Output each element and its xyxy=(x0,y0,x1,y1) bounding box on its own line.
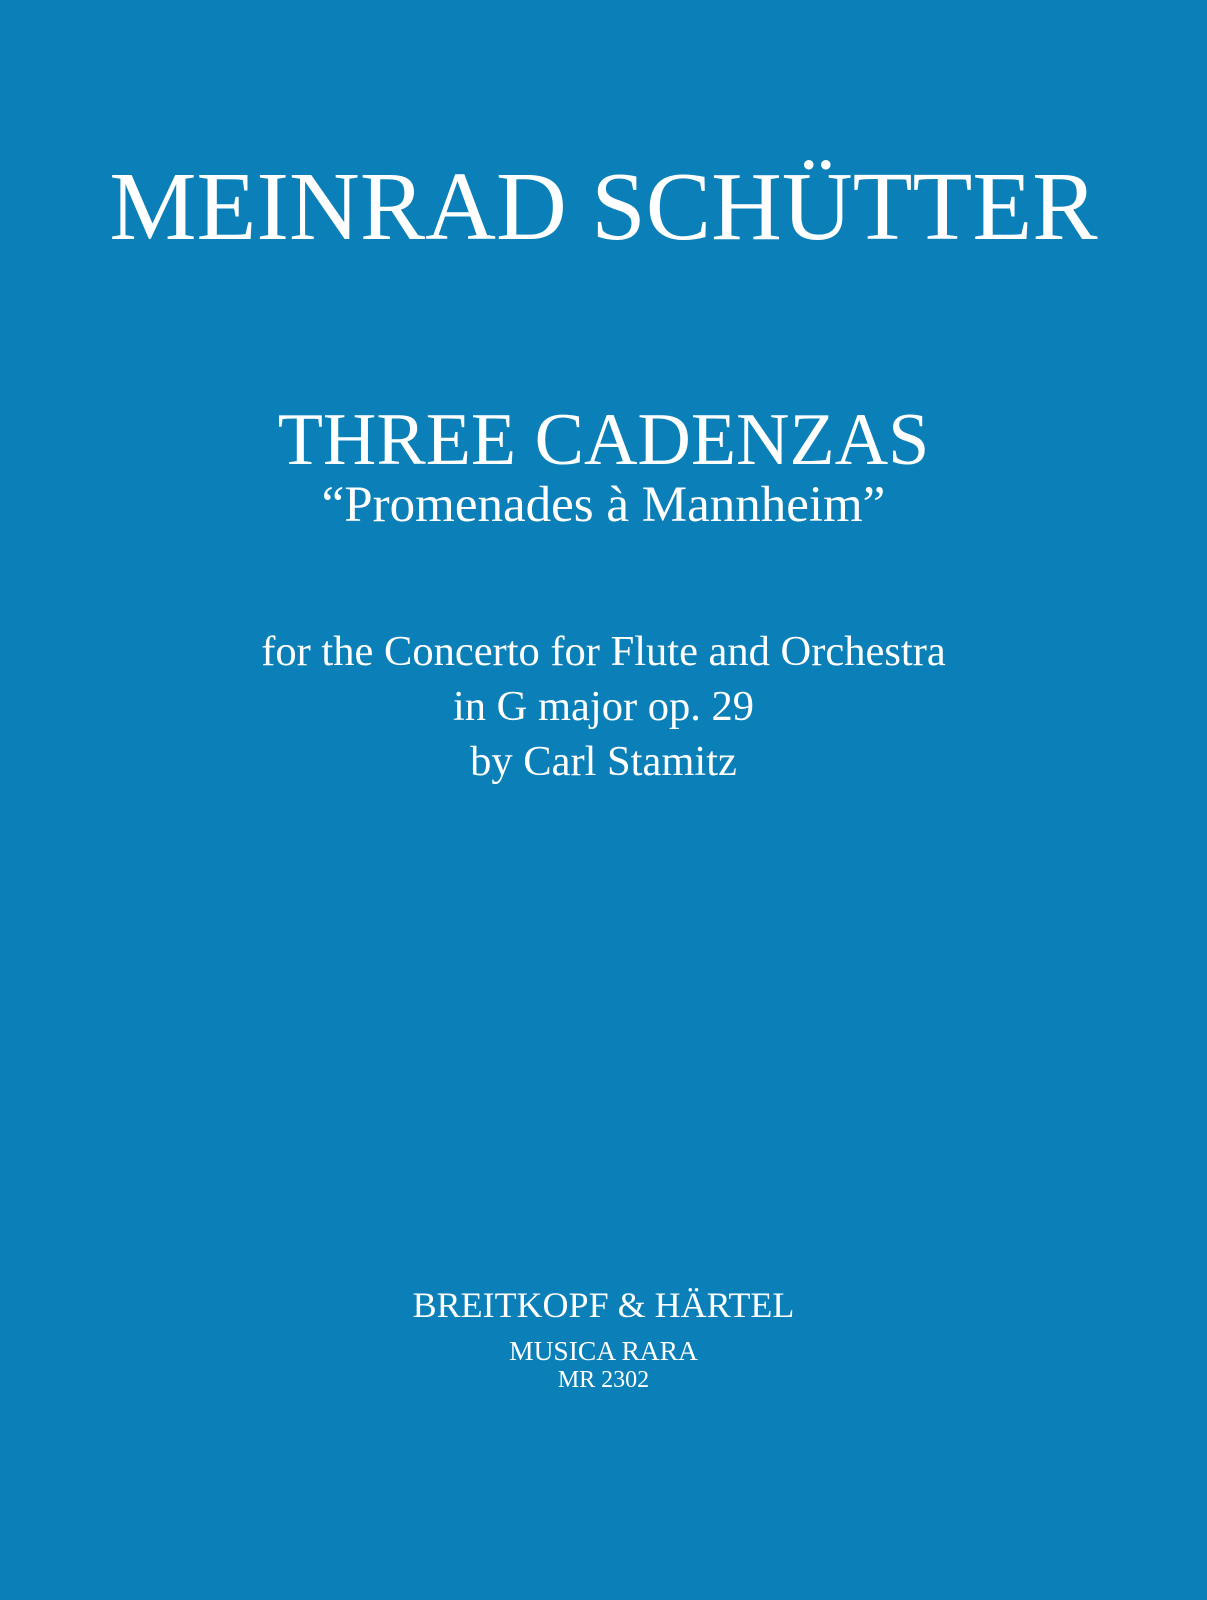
catalog-number: MR 2302 xyxy=(557,1367,650,1393)
work-title: THREE CADENZAS xyxy=(277,399,930,481)
work-description xyxy=(0,624,1207,789)
description-line-key-opus: in G major op. 29 xyxy=(452,683,754,730)
description-line-instrumentation: for the Concerto for Flute and Orchestra xyxy=(261,628,946,675)
imprint-name: MUSICA RARA xyxy=(509,1335,698,1366)
publisher-name: BREITKOPF & HÄRTEL xyxy=(412,1285,795,1325)
description-line-original-composer: by Carl Stamitz xyxy=(470,738,737,785)
composer-name: MEINRAD SCHÜTTER xyxy=(109,153,1098,261)
work-subtitle: “Promenades à Mannheim” xyxy=(321,477,886,533)
